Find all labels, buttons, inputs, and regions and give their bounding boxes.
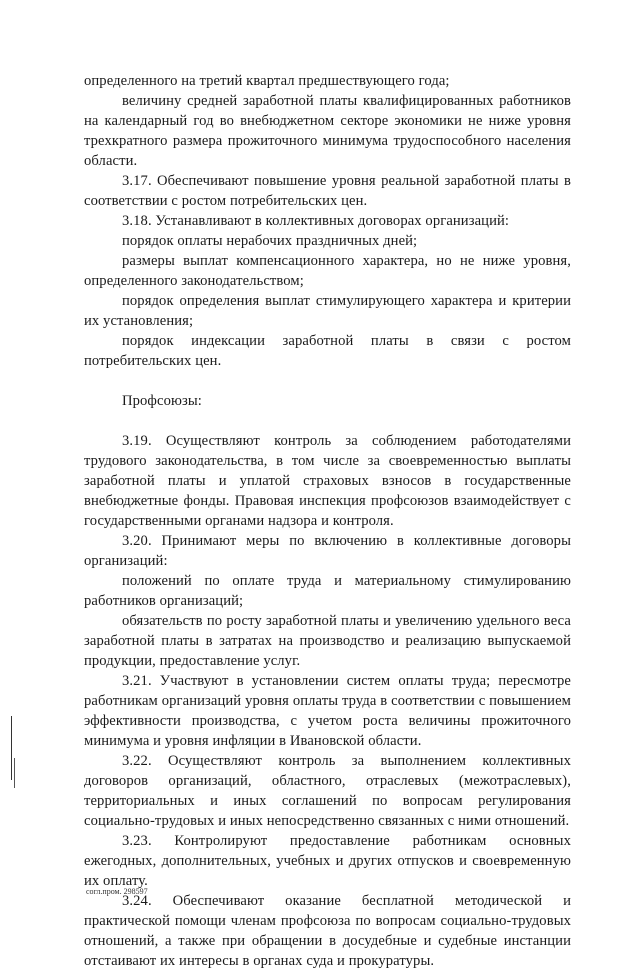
paragraph: 3.20. Принимают меры по включению в коллективные договоры организаций: bbox=[84, 533, 571, 569]
paragraph: 3.24. Обеспечивают оказание бесплатной методической и практической помощи членам профсоюза по вопросам социально-трудовых отношений, а также при обращении в досудебные и судебные инстанции отстаивают их интересы в органах суда и прокуратуры. bbox=[84, 893, 571, 969]
footer-note: согл.пром. 298597 bbox=[86, 887, 148, 896]
document-body bbox=[84, 71, 571, 971]
paragraph: 3.19. Осуществляют контроль за соблюдением работодателями трудового законодательства, в том числе за своевременностью выплаты заработной платы и уплатой страховых взносов в государственные внебюджетные фонды. Правовая инспекция профсоюзов взаимодействует с государственными органами надзора и контроля. bbox=[84, 433, 571, 529]
paragraph: обязательств по росту заработной платы и увеличению удельного веса заработной платы в затратах на производство и реализацию выпускаемой продукции, предоставление услуг. bbox=[84, 613, 571, 669]
paragraph: порядок индексации заработной платы в связи с ростом потребительских цен. bbox=[84, 333, 571, 369]
paragraph: размеры выплат компенсационного характера, но не ниже уровня, определенного законодательством; bbox=[84, 253, 571, 289]
spacer bbox=[84, 411, 571, 431]
paragraph: величину средней заработной платы квалифицированных работников на календарный год во внебюджетном секторе экономики не ниже уровня трехкратного размера прожиточного минимума трудоспособного населения области. bbox=[84, 93, 571, 169]
spacer bbox=[84, 371, 571, 391]
margin-mark bbox=[11, 716, 12, 780]
section-heading: Профсоюзы: bbox=[122, 393, 202, 409]
paragraph: порядок оплаты нерабочих праздничных дней; bbox=[122, 233, 418, 249]
paragraph: 3.18. Устанавливают в коллективных договорах организаций: bbox=[122, 213, 510, 229]
paragraph: положений по оплате труда и материальному стимулированию работников организаций; bbox=[84, 573, 571, 609]
margin-mark-secondary bbox=[14, 758, 15, 788]
paragraph: 3.23. Контролируют предоставление работникам основных ежегодных, дополнительных, учебных и других отпусков и своевременную их оплату. bbox=[84, 833, 571, 889]
paragraph: 3.21. Участвуют в установлении систем оплаты труда; пересмотре работникам организаций уровня оплаты труда в соответствии с повышением эффективности производства, с учетом роста величины прожиточного минимума и уровня инфляции в Ивановской области. bbox=[84, 673, 571, 749]
paragraph: 3.22. Осуществляют контроль за выполнением коллективных договоров организаций, областного, отраслевых (межотраслевых), территориальных и иных соглашений по вопросам регулирования социально-трудовых и иных непосредственно связанных с ними отношений. bbox=[84, 753, 571, 829]
paragraph: 3.17. Обеспечивают повышение уровня реальной заработной платы в соответствии с ростом потребительских цен. bbox=[84, 173, 571, 209]
paragraph: определенного на третий квартал предшествующего года; bbox=[84, 73, 450, 89]
paragraph: порядок определения выплат стимулирующего характера и критерии их установления; bbox=[84, 293, 571, 329]
